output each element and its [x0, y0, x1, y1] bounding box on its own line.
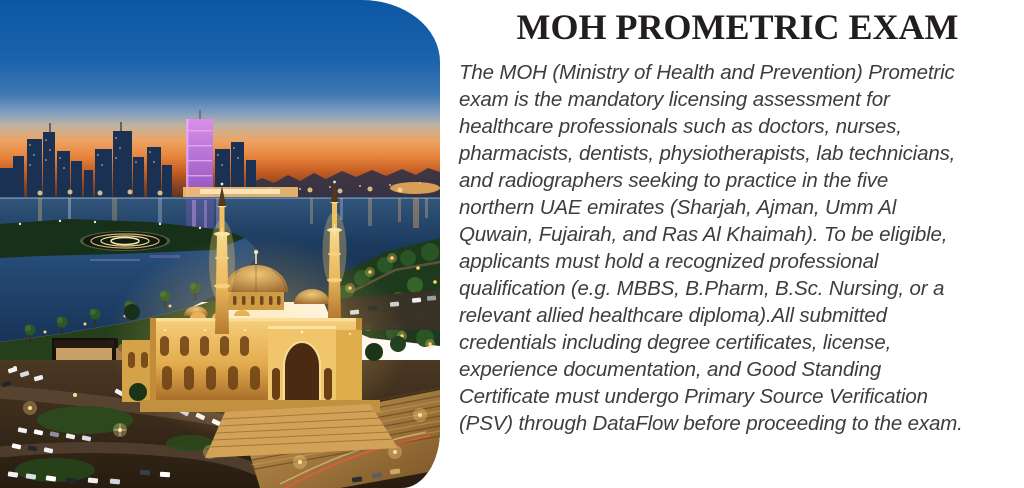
article-line: (PSV) through DataFlow before proceeding to the exam. — [459, 412, 963, 435]
article-line: The MOH (Ministry of Health and Prevention) Prometric — [459, 61, 955, 84]
article-line: applicants must hold a recognized professional — [459, 250, 879, 273]
article-line: northern UAE emirates (Sharjah, Ajman, Umm Al — [459, 196, 897, 219]
article-paragraph — [459, 59, 1016, 437]
article-line: credentials including degree certificates, license, — [459, 331, 892, 354]
article-line: qualification (e.g. MBBS, B.Pharm, B.Sc. Nursing, or a — [459, 277, 945, 300]
article-line: pharmacists, dentists, physiotherapists, lab technicians, — [459, 142, 956, 165]
article-line: relevant allied healthcare diploma).All submitted — [459, 304, 887, 327]
article-line: Quwain, Fujairah, and Ras Al Khaimah). To be eligible, — [459, 223, 948, 246]
article-line: Certificate must undergo Primary Source Verification — [459, 385, 928, 408]
mosque-facade — [122, 318, 362, 402]
mosque-skyline-illustration — [0, 0, 440, 488]
grand-portal — [268, 326, 336, 402]
page-title: MOH PROMETRIC EXAM — [516, 7, 959, 47]
hero-photo — [0, 0, 440, 488]
article-line: healthcare professionals such as doctors, nurses, — [459, 115, 902, 138]
article-line: experience documentation, and Good Standing — [459, 358, 882, 381]
article-line: exam is the mandatory licensing assessment for — [459, 88, 890, 111]
article — [459, 6, 1016, 437]
article-line: and radiographers seeking to practice in the five — [459, 169, 889, 192]
